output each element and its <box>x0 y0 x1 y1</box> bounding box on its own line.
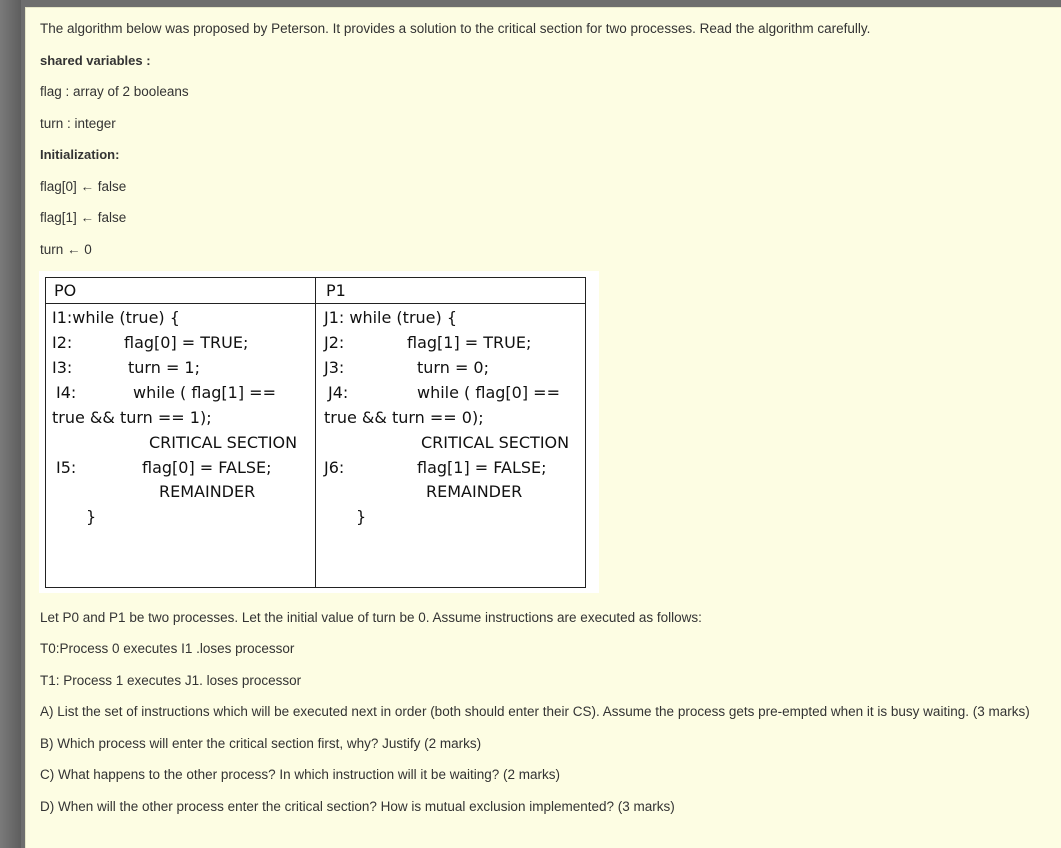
p1-code-j2: flag[1] = TRUE; <box>407 333 532 352</box>
code-table <box>45 277 586 588</box>
question-b: B) Which process will enter the critical section first, why? Justify (2 marks) <box>40 736 482 751</box>
left-window-edge <box>0 0 21 848</box>
p1-label-j6: J6: <box>324 458 345 477</box>
question-c: C) What happens to the other process? In which instruction will it be waiting? (2 marks) <box>40 767 560 782</box>
p0-label-i3: I3: <box>52 358 73 377</box>
p1-code-j3: turn = 0; <box>417 358 489 377</box>
p1-header: P1 <box>326 281 346 300</box>
question-panel <box>25 7 1061 848</box>
p0-critical-section: CRITICAL SECTION <box>149 433 298 452</box>
p0-line-i1: I1:while (true) { <box>52 308 180 327</box>
p1-label-j4: J4: <box>328 383 349 402</box>
initialization-heading: Initialization: <box>40 147 120 162</box>
p1-code-j4-cont: true && turn == 0); <box>324 408 484 427</box>
shared-var-turn: turn : integer <box>40 116 116 131</box>
p0-label-i2: I2: <box>52 333 73 352</box>
header-divider <box>46 303 585 304</box>
question-a: A) List the set of instructions which will be executed next in order (both should enter their CS). Assume the process gets pre-empted when it is busy waiting. (3 marks) <box>40 704 1030 719</box>
p0-code-i3: turn = 1; <box>128 358 200 377</box>
p1-code-j4: while ( flag[0] == <box>417 383 560 402</box>
p0-code-i5: flag[0] = FALSE; <box>142 458 272 477</box>
p1-line-j1: J1: while (true) { <box>324 308 458 327</box>
p0-label-i4: I4: <box>56 383 77 402</box>
column-divider <box>315 278 316 587</box>
p1-label-j2: J2: <box>324 333 345 352</box>
p0-code-i4: while ( flag[1] == <box>133 383 276 402</box>
p0-close-brace: } <box>86 507 97 526</box>
peterson-code-figure <box>39 271 599 593</box>
scenario-intro: Let P0 and P1 be two processes. Let the initial value of turn be 0. Assume instructions are executed as follows: <box>40 610 702 625</box>
p0-remainder: REMAINDER <box>159 482 256 501</box>
init-flag0: flag[0] ← false <box>40 179 127 194</box>
p0-code-i4-cont: true && turn == 1); <box>52 408 212 427</box>
p0-code-i2: flag[0] = TRUE; <box>124 333 249 352</box>
p1-code-j6: flag[1] = FALSE; <box>417 458 547 477</box>
p0-label-i5: I5: <box>56 458 77 477</box>
init-flag1: flag[1] ← false <box>40 210 127 225</box>
question-d: D) When will the other process enter the critical section? How is mutual exclusion implemented? (3 marks) <box>40 799 675 814</box>
p1-critical-section: CRITICAL SECTION <box>421 433 570 452</box>
p0-header: PO <box>54 281 77 300</box>
p1-label-j3: J3: <box>324 358 345 377</box>
intro-text: The algorithm below was proposed by Peterson. It provides a solution to the critical section for two processes. Read the algorithm carefully. <box>40 21 871 36</box>
p1-remainder: REMAINDER <box>426 482 523 501</box>
shared-var-flag: flag : array of 2 booleans <box>40 84 189 99</box>
init-turn: turn ← 0 <box>40 242 92 257</box>
shared-variables-heading: shared variables : <box>40 53 151 68</box>
p1-close-brace: } <box>356 507 367 526</box>
scenario-t1: T1: Process 1 executes J1. loses processor <box>40 673 302 688</box>
scenario-t0: T0:Process 0 executes I1 .loses processor <box>40 641 295 656</box>
